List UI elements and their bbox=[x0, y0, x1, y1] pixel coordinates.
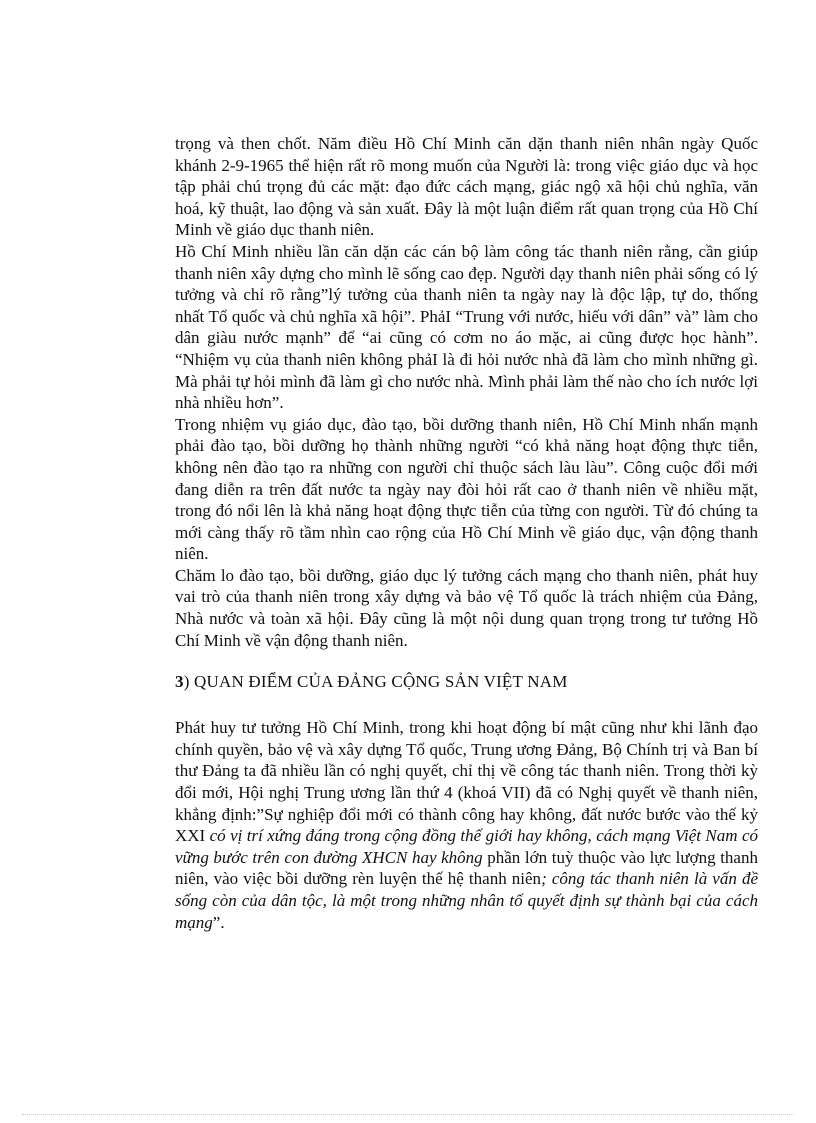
paragraph-2: Hồ Chí Minh nhiều lần căn dặn các cán bộ làm công tác thanh niên rằng, cần giúp thanh niên xây dựng cho mình lẽ sống cao đẹp. Người dạy thanh niên phải sống có lý tưởng và chỉ rõ rằng”lý tưởng của thanh niên ta ngày nay là độc lập, tự do, thống nhất Tổ quốc và chủ nghĩa xã hội”. PhảI “Trung với nước, hiếu với dân” và” làm cho dân giàu nước mạnh” để “ai cũng có cơm no áo mặc, ai cũng được học hành”. “Nhiệm vụ của thanh niên không phảI là đi hỏi nước nhà đã làm cho mình những gì. Mà phải tự hỏi mình đã làm gì cho nước nhà. Mình phải làm thế nào cho ích nước lợi nhà nhiều hơn”. bbox=[175, 241, 758, 413]
section-heading-number: 3 bbox=[175, 672, 184, 692]
paragraph-5 bbox=[175, 717, 758, 933]
paragraph-5-italic-b: ; công tác thanh niên là vấn đề sống còn của dân tộc, là một trong những nhân tố quyết định sự thành bại của cách mạng bbox=[175, 869, 758, 932]
paragraph-3: Trong nhiệm vụ giáo dục, đào tạo, bồi dưỡng thanh niên, Hồ Chí Minh nhấn mạnh phải đào tạo, bồi dưỡng họ thành những người “có khả năng hoạt động thực tiễn, không nên đào tạo ra những con người chỉ thuộc sách làu làu”. Công cuộc đổi mới đang diễn ra trên đất nước ta ngày nay đòi hỏi rất cao ở thanh niên về nhiều mặt, trong đó nổi lên là khả năng hoạt động thực tiễn của từng con người. Từ đó chúng ta mới càng thấy rõ tầm nhìn cao rộng của Hồ Chí Minh về giáo dục, vận động thanh niên. bbox=[175, 414, 758, 564]
paragraph-5-text-a: Phát huy tư tưởng Hồ Chí Minh, trong khi hoạt động bí mật cũng như khi lãnh đạo chính quyền, bảo vệ và xây dựng Tổ quốc, Trung ương Đảng, Bộ Chính trị và Ban bí thư Đảng ta đã nhiều lần có nghị quyết, chỉ thị về công tác thanh niên. Trong thời kỳ đổi mới, Hội nghị Trung ương lần thứ 4 (khoá VII) đã có Nghị quyết về thanh niên, khẳng định:”Sự nghiệp đổi mới có thành công hay không, đất nước bước vào thế kỷ XXI bbox=[175, 718, 758, 846]
paragraph-1: trọng và then chốt. Năm điều Hồ Chí Minh căn dặn thanh niên nhân ngày Quốc khánh 2-9-1965 thể hiện rất rõ mong muốn của Người là: trong việc giáo dục và học tập phải chú trọng đủ các mặt: đạo đức cách mạng, giác ngộ xã hội chủ nghĩa, văn hoá, kỹ thuật, lao động và sản xuất. Đây là một luận điểm rất quan trọng của Hồ Chí Minh về giáo dục thanh niên. bbox=[175, 134, 758, 240]
paragraph-5-text-b: phần lớn tuỳ thuộc vào lực lượng thanh niên, vào việc bồi dưỡng rèn luyện thế hệ thanh niên bbox=[175, 847, 758, 889]
section-heading-text: ) QUAN ĐIỂM CỦA ĐẢNG CỘNG SẢN VIỆT NAM bbox=[183, 672, 568, 692]
section-heading bbox=[175, 671, 758, 693]
paragraph-4: Chăm lo đào tạo, bồi dưỡng, giáo dục lý tưởng cách mạng cho thanh niên, phát huy vai trò của thanh niên trong xây dựng và bảo vệ Tổ quốc là trách nhiệm của Đảng, Nhà nước và toàn xã hội. Đây cũng là một nội dung quan trọng trong tư tưởng Hồ Chí Minh về vận động thanh niên. bbox=[175, 565, 758, 650]
paragraph-5-text-c: ”. bbox=[212, 912, 225, 932]
spacer bbox=[175, 693, 758, 717]
document-body bbox=[175, 133, 758, 933]
paragraph-5-italic-a: có vị trí xứng đáng trong cộng đồng thế giới hay không, cách mạng Việt Nam có vững bước trên con đường XHCN hay không bbox=[175, 826, 759, 867]
page-bottom-divider bbox=[22, 1114, 794, 1115]
